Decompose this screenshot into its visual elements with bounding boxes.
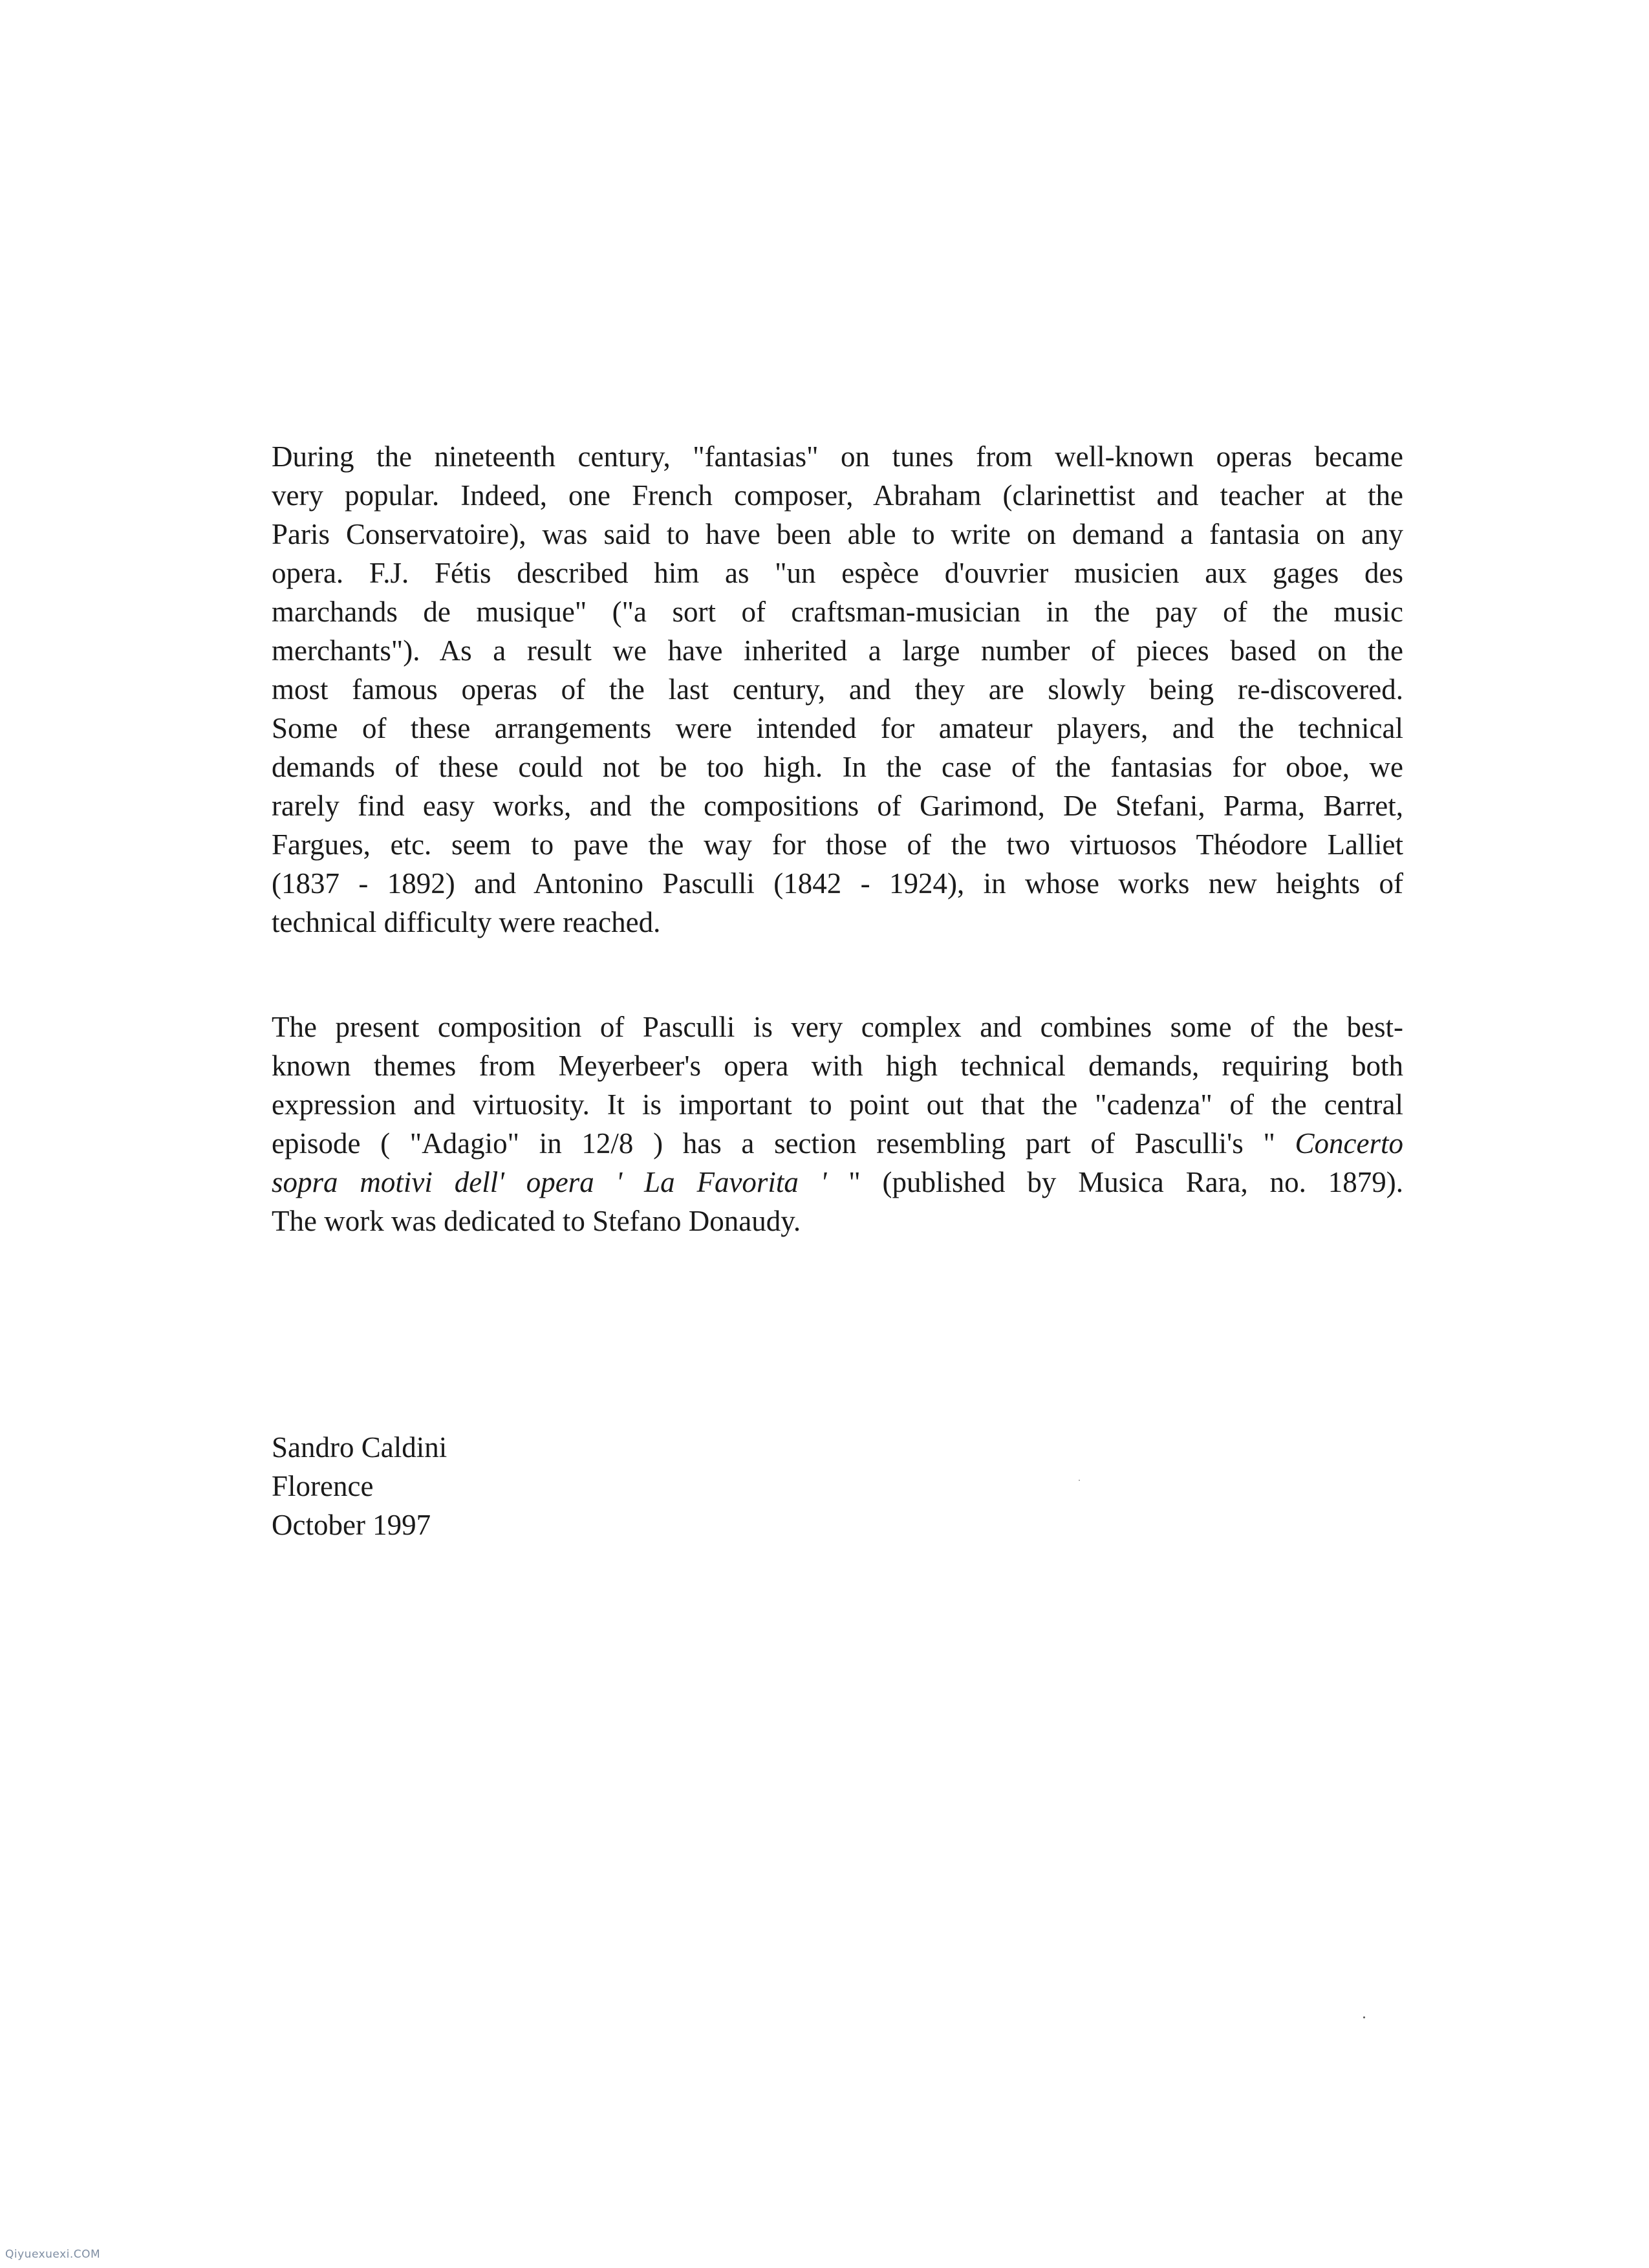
text-line: Some of these arrangements were intended for amateur players, and the technical: [272, 712, 1403, 744]
line-text: episode ( "Adagio" in 12/8 ) has a section resembling part of Pasculli's ": [272, 1127, 1295, 1160]
text-line: expression and virtuosity. It is important to point out that the "cadenza" of the central: [272, 1088, 1403, 1121]
line-text: " (published by Musica Rara, no. 1879).: [848, 1166, 1404, 1198]
text-line: most famous operas of the last century, and they are slowly being re-discovered.: [272, 673, 1403, 706]
watermark: Qiyuexuexi.COM: [5, 2248, 101, 2261]
text-line: very popular. Indeed, one French composer, Abraham (clarinettist and teacher at the: [272, 479, 1403, 512]
text-line: technical difficulty were reached.: [272, 906, 661, 938]
text-line: Fargues, etc. seem to pave the way for those of the two virtuosos Théodore Lalliet: [272, 828, 1403, 861]
scan-speck: [1363, 2016, 1365, 2018]
text-line: marchands de musique" ("a sort of craftsman-musician in the pay of the music: [272, 596, 1403, 628]
text-line: merchants"). As a result we have inherited a large number of pieces based on the: [272, 634, 1403, 667]
text-line: (1837 - 1892) and Antonino Pasculli (1842 - 1924), in whose works new heights of: [272, 867, 1403, 900]
signature-block: [272, 1428, 447, 1544]
italic-title: sopra motivi dell' opera ' La Favorita ': [272, 1166, 849, 1198]
text-line: opera. F.J. Fétis described him as "un espèce d'ouvrier musicien aux gages des: [272, 557, 1403, 589]
text-line: rarely find easy works, and the compositions of Garimond, De Stefani, Parma, Barret,: [272, 790, 1403, 822]
text-line: [272, 1163, 1403, 1202]
text-line: Paris Conservatoire), was said to have been able to write on demand a fantasia on any: [272, 518, 1403, 550]
italic-title: Concerto: [1295, 1127, 1403, 1160]
text-line: The work was dedicated to Stefano Donaudy.: [272, 1205, 801, 1237]
scan-speck: [1079, 1480, 1080, 1481]
author-name: Sandro Caldini: [272, 1431, 447, 1463]
author-date: October 1997: [272, 1509, 431, 1541]
text-line: During the nineteenth century, "fantasias" on tunes from well-known operas became: [272, 440, 1403, 473]
text-line: [272, 1124, 1403, 1163]
text-line: demands of these could not be too high. In the case of the fantasias for oboe, we: [272, 751, 1403, 783]
author-place: Florence: [272, 1470, 374, 1502]
intro-paragraph: [272, 437, 1403, 942]
text-line: known themes from Meyerbeer's opera with high technical demands, requiring both: [272, 1050, 1403, 1082]
composition-paragraph: [272, 1008, 1403, 1240]
text-line: The present composition of Pasculli is very complex and combines some of the best-: [272, 1011, 1403, 1043]
